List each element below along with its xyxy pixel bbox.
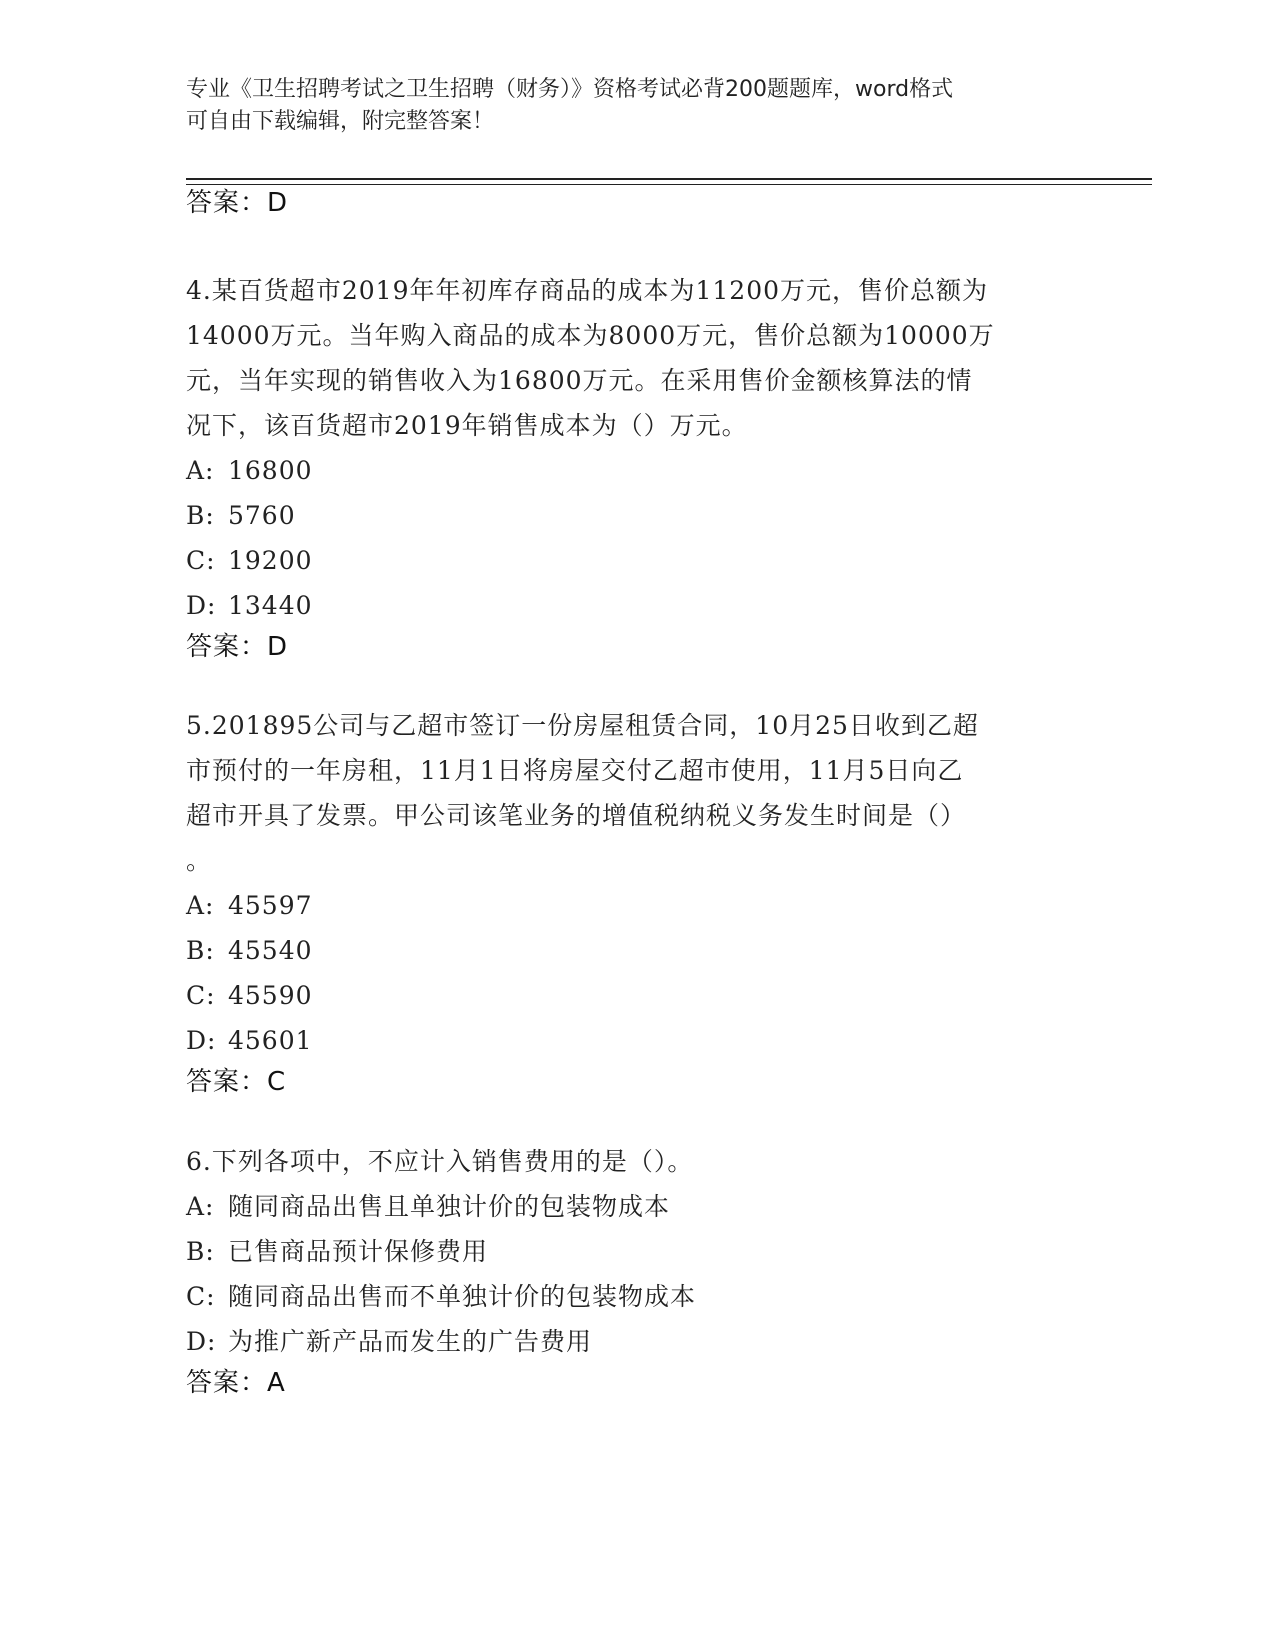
question-4-answer: 答案：D — [186, 632, 289, 662]
question-4 — [186, 268, 1066, 664]
option-c — [186, 538, 1066, 583]
question-line: 5.201895公司与乙超市签订一份房屋租赁合同，10月25日收到乙超 — [186, 711, 979, 740]
question-4-text — [186, 268, 1066, 448]
question-6-answer: 答案：A — [186, 1368, 286, 1398]
option-text: 为推广新产品而发生的广告费用 — [228, 1327, 593, 1356]
question-4-options — [186, 448, 1066, 628]
option-text: 45597 — [228, 891, 313, 920]
option-letter: B: — [186, 936, 215, 965]
option-text: 5760 — [228, 501, 296, 530]
question-line: 14000万元。当年购入商品的成本为8000万元，售价总额为10000万 — [186, 321, 995, 350]
question-5-answer: 答案：C — [186, 1067, 287, 1097]
prev-answer: 答案：D — [186, 188, 289, 218]
option-text: 16800 — [228, 456, 313, 485]
question-5-options — [186, 883, 1066, 1063]
question-5 — [186, 703, 1066, 1099]
header-rule-thick — [186, 178, 1152, 180]
option-letter: C: — [186, 546, 216, 575]
option-letter: D: — [186, 1327, 217, 1356]
option-text: 随同商品出售且单独计价的包装物成本 — [228, 1192, 671, 1221]
option-d — [186, 583, 1066, 628]
option-letter: A: — [186, 456, 215, 485]
page-header — [186, 74, 1066, 138]
question-line: 元，当年实现的销售收入为16800万元。在采用售价金额核算法的情 — [186, 366, 973, 395]
question-line: 6.下列各项中，不应计入销售费用的是（）。 — [186, 1147, 694, 1176]
question-6-text — [186, 1139, 1066, 1184]
option-a — [186, 448, 1066, 493]
option-b — [186, 928, 1066, 973]
option-c — [186, 973, 1066, 1018]
question-line: 。 — [186, 846, 213, 875]
question-5-text — [186, 703, 1066, 883]
option-letter: D: — [186, 1026, 217, 1055]
option-text: 45590 — [228, 981, 313, 1010]
question-6 — [186, 1139, 1066, 1400]
question-line: 超市开具了发票。甲公司该笔业务的增值税纳税义务发生时间是（） — [186, 801, 967, 830]
header-rule-thin — [186, 184, 1152, 185]
option-a — [186, 883, 1066, 928]
header-line-1: 专业《卫生招聘考试之卫生招聘（财务）》资格考试必背200题题库，word格式 — [186, 77, 954, 102]
option-letter: C: — [186, 981, 216, 1010]
option-letter: B: — [186, 1237, 215, 1266]
option-text: 随同商品出售而不单独计价的包装物成本 — [228, 1282, 697, 1311]
option-text: 45601 — [228, 1026, 313, 1055]
option-letter: A: — [186, 1192, 215, 1221]
option-text: 45540 — [228, 936, 313, 965]
option-letter: B: — [186, 501, 215, 530]
option-d — [186, 1319, 1066, 1364]
option-b — [186, 493, 1066, 538]
question-6-options — [186, 1184, 1066, 1364]
option-c — [186, 1274, 1066, 1319]
option-text: 已售商品预计保修费用 — [228, 1237, 489, 1266]
question-line: 4.某百货超市2019年年初库存商品的成本为11200万元，售价总额为 — [186, 276, 989, 305]
header-line-2: 可自由下载编辑，附完整答案！ — [186, 109, 495, 134]
option-text: 19200 — [228, 546, 313, 575]
option-b — [186, 1229, 1066, 1274]
option-a — [186, 1184, 1066, 1229]
option-letter: C: — [186, 1282, 216, 1311]
question-line: 况下，该百货超市2019年销售成本为（）万元。 — [186, 411, 748, 440]
option-d — [186, 1018, 1066, 1063]
option-letter: D: — [186, 591, 217, 620]
question-line: 市预付的一年房租，11月1日将房屋交付乙超市使用，11月5日向乙 — [186, 756, 964, 785]
option-text: 13440 — [228, 591, 313, 620]
option-letter: A: — [186, 891, 215, 920]
